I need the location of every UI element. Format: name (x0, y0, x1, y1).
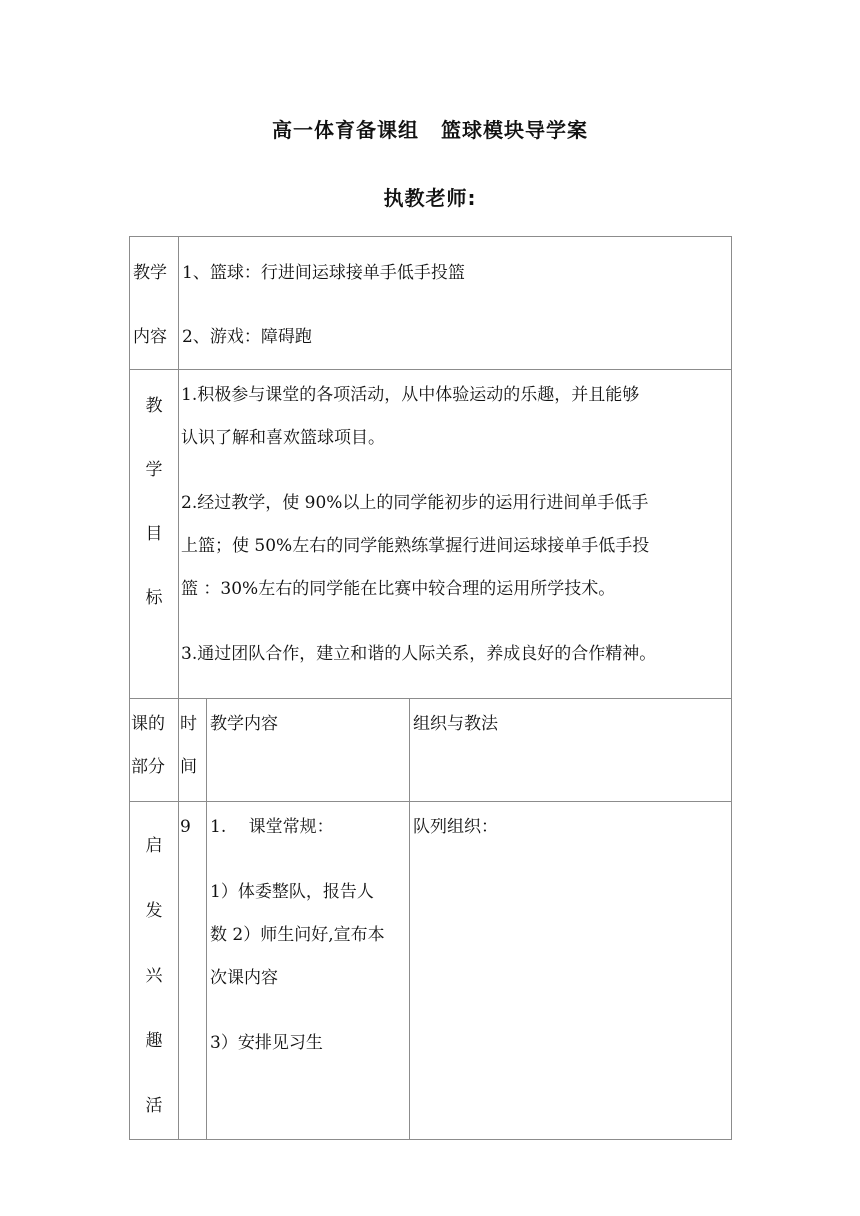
content-item: 1、篮球：行进间运球接单手低手投篮 (182, 263, 465, 283)
lesson-plan-table (129, 236, 732, 1140)
teaching-goals-label: 教 学 目 标 (130, 370, 179, 699)
content-line: 次课内容 (210, 968, 278, 988)
goal-3: 3.通过团队合作，建立和谐的人际关系，养成良好的合作精神。 (181, 644, 657, 664)
section-method: 队列组织： (410, 802, 732, 1140)
section-time: 9 (179, 802, 207, 1140)
header-content: 教学内容 (207, 699, 410, 802)
header-time: 时 间 (179, 699, 207, 802)
title-module: 篮球模块导学案 (441, 118, 588, 142)
section-content (207, 802, 410, 1140)
content-heading: 1. 课堂常规： (210, 817, 334, 837)
section-part: 启 发 兴 趣 活 (130, 802, 179, 1140)
header-method: 组织与教法 (410, 699, 732, 802)
teaching-goals-row (130, 370, 732, 699)
content-item: 2、游戏：障碍跑 (182, 327, 312, 347)
document-title (0, 114, 860, 143)
teaching-content-label: 教学 内容 (130, 237, 179, 370)
teacher-label: 执教老师: (383, 186, 477, 210)
teaching-goals-text (179, 370, 732, 699)
header-part: 课的 部分 (130, 699, 179, 802)
title-group: 高一体育备课组 (272, 118, 419, 142)
goal-1: 1.积极参与课堂的各项活动，从中体验运动的乐趣，并且能够 认识了解和喜欢篮球项目。 (181, 385, 640, 448)
goal-2: 2.经过教学，使 90%以上的同学能初步的运用行进间单手低手 上篮；使 50%左右的同学能熟练掌握行进间运球接单手低手投 篮 ：30%左右的同学能在比赛中较合理的运用所学技术。 (181, 493, 650, 599)
column-header-row (130, 699, 732, 802)
teaching-content-items (179, 237, 732, 370)
section-row (130, 802, 732, 1140)
content-line: 3）安排见习生 (210, 1033, 323, 1053)
content-line: 数 2）师生问好,宣布本 (210, 925, 385, 945)
content-line: 1）体委整队，报告人 (210, 882, 374, 902)
teaching-content-row (130, 237, 732, 370)
